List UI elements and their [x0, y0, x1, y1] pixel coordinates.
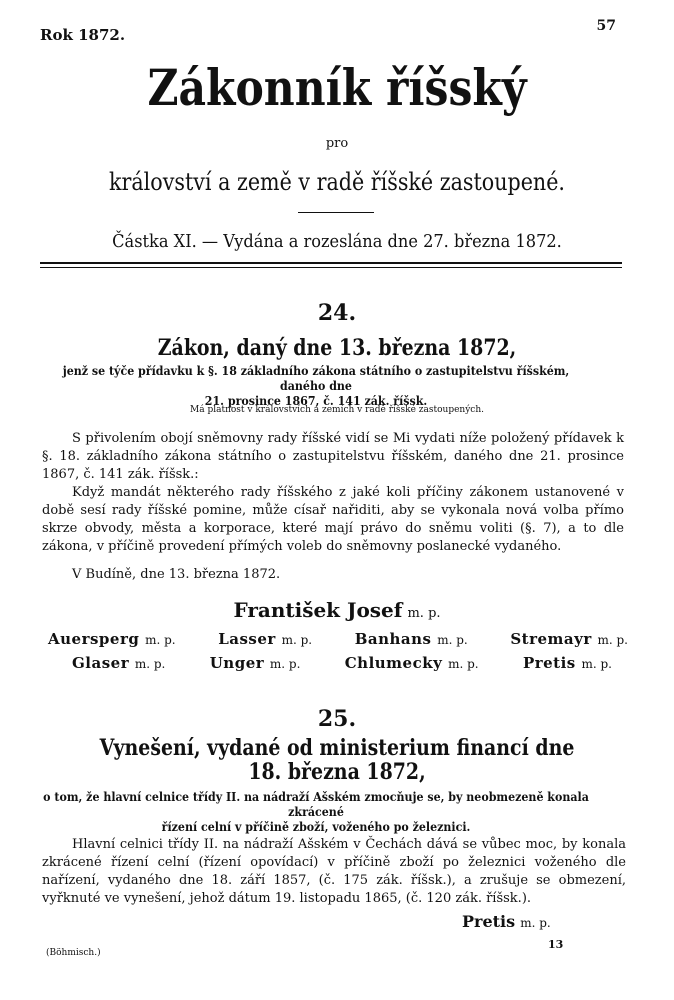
ministers-row-1 — [48, 630, 628, 648]
minister-signature: Unger m. p. — [209, 654, 301, 672]
law-25-heading-line1: Vynešení, vydané od ministerium financí dne — [99, 735, 575, 761]
minister-signature: Chlumecky m. p. — [344, 654, 479, 672]
minister-signature: Glaser m. p. — [72, 654, 166, 672]
masthead-title: Zákonník říšský — [147, 58, 527, 117]
minister-signature: Pretis m. p. — [522, 654, 612, 672]
issue-line: Částka XI. — Vydána a rozeslána dne 27. března 1872. — [112, 231, 562, 252]
law-25-lead-line1: o tom, že hlavní celnice třídy II. na nádraží Ašském zmocňuje se, by neobmezeně konala zkrácené — [43, 790, 589, 819]
header-year: Rok 1872. — [40, 26, 126, 44]
emperor-name: František Josef — [233, 598, 403, 622]
law-24-number: 24. — [317, 300, 357, 326]
law-25-signer: Pretis — [462, 912, 516, 931]
law-24-heading: Zákon, daný dne 13. března 1872, — [157, 335, 517, 361]
minister-signature: Stremayr m. p. — [510, 630, 628, 648]
law-24-place-date: V Budíně, dne 13. března 1872. — [72, 567, 281, 582]
footer-language-note: (Böhmisch.) — [46, 948, 101, 958]
divider-short — [298, 212, 374, 213]
ministers-row-2 — [72, 654, 612, 672]
law-25-lead — [40, 790, 592, 835]
page-number: 57 — [596, 18, 616, 34]
emperor-signature — [0, 598, 674, 622]
law-25-heading — [47, 736, 627, 784]
law-25-paragraph: Hlavní celnici třídy II. na nádraží Ašském v Čechách dává se vůbec moc, by konala zkrácené řízení celní (řízení opovídací) v příčině zboží po železnici voženého dle nařízení, vydaného dne 18. září 1857, (č. 175 zák. říšsk.), a zrušuje se obmezení, vyřknuté ve vynešení, jehož dátum 19. listopadu 1865, (č. 120 zák. říšsk.). — [42, 837, 626, 906]
law-25-mp: m. p. — [520, 916, 551, 930]
minister-signature: Auersperg m. p. — [48, 630, 176, 648]
law-25-lead-line2: řízení celní v příčině zboží, voženého po železnici. — [161, 820, 471, 834]
law-24-lead-line2: 21. prosince 1867, č. 141 zák. říšsk. — [204, 394, 428, 408]
law-24-paragraph-1: S přivolením obojí sněmovny rady říšské vidí se Mi vydati níže položený přídavek k §. 18. základního zákona státního o zastupitelstvu říšském, daného dne 21. prosince 1867, č. 141 zák. říšsk.: — [42, 431, 624, 482]
law-24-lead — [40, 364, 592, 409]
emperor-mp: m. p. — [407, 606, 441, 621]
law-25-number: 25. — [317, 706, 357, 732]
minister-signature: Banhans m. p. — [354, 630, 468, 648]
divider-thin — [40, 267, 622, 268]
law-24-paragraph-2: Když mandát některého rady říšského z jaké koli příčiny zákonem ustanovené v době sesí rady říšské pomine, může císař nařiditi, aby se vykonala nová volba přímo skrze obvody, města a korporace, které mají právo do sněmu voliti (§. 7), a to dle zákona, v příčině provedení přímých voleb do sněmovny poslanecké vydaného. — [42, 485, 624, 554]
masthead-subtitle: království a země v radě říšské zastoupené. — [109, 168, 565, 196]
masthead-pro: pro — [325, 136, 349, 151]
divider-thick — [40, 262, 622, 264]
law-25-signature — [462, 912, 551, 931]
footer-sheet-number: 13 — [548, 938, 564, 951]
law-25-heading-line2: 18. března 1872, — [248, 759, 426, 785]
law-24-validity: Má platnost v královstvích a zemích v radě říšské zastoupených. — [190, 405, 484, 415]
minister-signature: Lasser m. p. — [218, 630, 313, 648]
law-24-lead-line1: jenž se týče přídavku k §. 18 základního zákona státního o zastupitelstvu říšském, daného dne — [62, 364, 570, 393]
